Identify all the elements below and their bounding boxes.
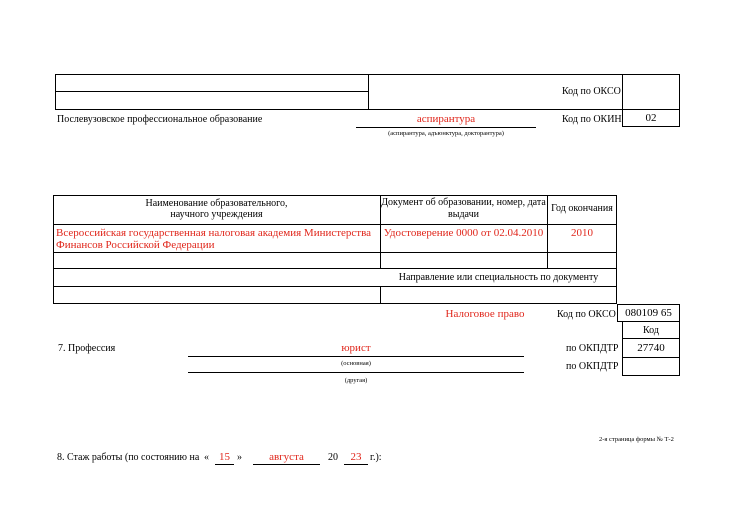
profession-value[interactable]: юрист — [341, 342, 371, 354]
experience-month[interactable]: августа — [269, 451, 304, 463]
education-hint: (аспирантура, адъюнктура, докторантура) — [388, 130, 504, 137]
year-value[interactable]: 2010 — [571, 227, 593, 239]
experience-day[interactable]: 15 — [219, 451, 230, 463]
specialty-label: Направление или специальность по документу — [398, 272, 599, 283]
code-header: Код — [643, 325, 659, 336]
experience-label: 8. Стаж работы (по состоянию на — [57, 452, 200, 463]
okpdtr-label-1: по ОКПДТР — [566, 343, 619, 354]
top-table-top-border — [368, 74, 623, 75]
header-name-1: Наименование образовательного, — [145, 198, 288, 209]
experience-suffix: г.): — [370, 452, 382, 463]
table-line-1 — [53, 224, 617, 225]
experience-year[interactable]: 23 — [350, 451, 362, 463]
okso-value: 080109 65 — [625, 307, 672, 319]
quote-close: » — [237, 452, 242, 463]
okso-label-top: Код по ОКСО — [562, 86, 621, 97]
okpdtr-label-2: по ОКПДТР — [566, 361, 619, 372]
document-value[interactable]: Удостоверение 0000 от 02.04.2010 — [383, 227, 544, 239]
top-table-divider — [55, 91, 369, 92]
table-line-2 — [53, 252, 617, 253]
table-line-4 — [53, 286, 617, 287]
day-underline — [215, 464, 234, 465]
top-table — [55, 74, 369, 110]
top-table-bottom-border — [368, 109, 623, 110]
table-line-3 — [53, 268, 617, 269]
year-underline — [344, 464, 368, 465]
header-year: Год окончания — [551, 203, 613, 214]
header-name-2: научного учреждения — [170, 209, 263, 220]
experience-century: 20 — [328, 452, 338, 463]
profession-main-hint: (основная) — [341, 360, 371, 367]
profession-label: 7. Профессия — [58, 343, 116, 354]
month-underline — [253, 464, 320, 465]
education-value[interactable]: аспирантура — [416, 113, 476, 125]
institution-name-1[interactable]: Всероссийская государственная налоговая академия Министерства — [56, 227, 372, 239]
quote-open: « — [204, 452, 209, 463]
code-mid-line — [622, 357, 680, 358]
okso-code-box[interactable] — [622, 74, 680, 110]
header-document-2: выдачи — [448, 209, 479, 220]
okpdtr-value-1[interactable]: 27740 — [637, 342, 665, 354]
okso-label-bottom: Код по ОКСО — [557, 309, 616, 320]
okin-value: 02 — [645, 112, 657, 124]
header-document-1: Документ об образовании, номер, дата — [381, 197, 546, 208]
okin-label: Код по ОКИН — [562, 114, 622, 125]
page-note: 2-я страница формы № Т-2 — [599, 436, 674, 443]
specialty-value[interactable]: Налоговое право — [445, 308, 525, 320]
education-label: Послевузовское профессиональное образование — [57, 114, 263, 125]
profession-other-underline — [188, 372, 524, 373]
profession-main-underline — [188, 356, 524, 357]
table-col-1b — [380, 286, 381, 304]
code-header-line — [622, 338, 680, 339]
profession-other-hint: (другая) — [344, 377, 368, 384]
institution-name-2[interactable]: Финансов Российской Федерации — [56, 239, 215, 251]
